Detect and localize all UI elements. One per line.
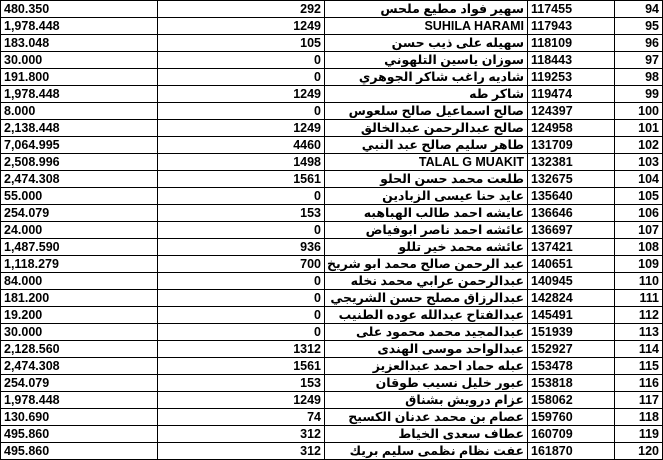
serial-cell: 111 xyxy=(615,290,663,307)
serial-cell: 116 xyxy=(615,375,663,392)
id-cell: 132381 xyxy=(528,154,615,171)
amount-cell: 254.079 xyxy=(1,205,158,222)
table-row xyxy=(1,443,663,460)
count-cell: 0 xyxy=(158,307,325,324)
name-cell: عبد الرحمن صالح محمد ابو شريخ xyxy=(325,256,528,273)
count-cell: 0 xyxy=(158,69,325,86)
name-cell: صالح عبدالرحمن عبدالخالق xyxy=(325,120,528,137)
serial-cell: 112 xyxy=(615,307,663,324)
table-row xyxy=(1,324,663,341)
table-row xyxy=(1,154,663,171)
amount-cell: 2,508.996 xyxy=(1,154,158,171)
amount-cell: 1,118.279 xyxy=(1,256,158,273)
count-cell: 0 xyxy=(158,52,325,69)
name-cell: عايد حنا عيسى الزبادين xyxy=(325,188,528,205)
name-cell: عبدالمجيد محمد محمود على xyxy=(325,324,528,341)
count-cell: 1561 xyxy=(158,171,325,188)
name-cell: عايشه احمد طالب الهباهبه xyxy=(325,205,528,222)
amount-cell: 84.000 xyxy=(1,273,158,290)
count-cell: 74 xyxy=(158,409,325,426)
count-cell: 105 xyxy=(158,35,325,52)
serial-cell: 110 xyxy=(615,273,663,290)
count-cell: 0 xyxy=(158,273,325,290)
id-cell: 140945 xyxy=(528,273,615,290)
amount-cell: 1,978.448 xyxy=(1,392,158,409)
count-cell: 1312 xyxy=(158,341,325,358)
id-cell: 142824 xyxy=(528,290,615,307)
name-cell: عبدالرزاق مصلح حسن الشريجي xyxy=(325,290,528,307)
id-cell: 136697 xyxy=(528,222,615,239)
count-cell: 936 xyxy=(158,239,325,256)
table-row xyxy=(1,86,663,103)
table-row xyxy=(1,103,663,120)
name-cell: عفت نظام نظمى سليم بريك xyxy=(325,443,528,460)
amount-cell: 30.000 xyxy=(1,324,158,341)
id-cell: 118109 xyxy=(528,35,615,52)
amount-cell: 8.000 xyxy=(1,103,158,120)
count-cell: 153 xyxy=(158,375,325,392)
id-cell: 161870 xyxy=(528,443,615,460)
amount-cell: 181.200 xyxy=(1,290,158,307)
amount-cell: 2,474.308 xyxy=(1,171,158,188)
name-cell: TALAL G MUAKIT xyxy=(325,154,528,171)
amount-cell: 480.350 xyxy=(1,1,158,18)
id-cell: 137421 xyxy=(528,239,615,256)
serial-cell: 114 xyxy=(615,341,663,358)
table-row xyxy=(1,188,663,205)
serial-cell: 97 xyxy=(615,52,663,69)
name-cell: عبدالفتاح عبدالله عوده الطنيب xyxy=(325,307,528,324)
table-row xyxy=(1,137,663,154)
serial-cell: 104 xyxy=(615,171,663,188)
amount-cell: 130.690 xyxy=(1,409,158,426)
table-row xyxy=(1,1,663,18)
id-cell: 145491 xyxy=(528,307,615,324)
id-cell: 140651 xyxy=(528,256,615,273)
table-row xyxy=(1,18,663,35)
id-cell: 153818 xyxy=(528,375,615,392)
count-cell: 1498 xyxy=(158,154,325,171)
serial-cell: 100 xyxy=(615,103,663,120)
amount-cell: 495.860 xyxy=(1,426,158,443)
name-cell: سوزان ياسين التلهوني xyxy=(325,52,528,69)
serial-cell: 107 xyxy=(615,222,663,239)
table-row xyxy=(1,409,663,426)
table-row xyxy=(1,307,663,324)
count-cell: 292 xyxy=(158,1,325,18)
table-row xyxy=(1,239,663,256)
id-cell: 124397 xyxy=(528,103,615,120)
serial-cell: 101 xyxy=(615,120,663,137)
count-cell: 1249 xyxy=(158,18,325,35)
name-cell: سهيله على ذيب حسن xyxy=(325,35,528,52)
id-cell: 135640 xyxy=(528,188,615,205)
count-cell: 1249 xyxy=(158,392,325,409)
table-row xyxy=(1,52,663,69)
id-cell: 117943 xyxy=(528,18,615,35)
amount-cell: 1,978.448 xyxy=(1,18,158,35)
name-cell: عبور خليل نسيب طوقان xyxy=(325,375,528,392)
count-cell: 312 xyxy=(158,443,325,460)
id-cell: 151939 xyxy=(528,324,615,341)
serial-cell: 106 xyxy=(615,205,663,222)
serial-cell: 98 xyxy=(615,69,663,86)
amount-cell: 495.860 xyxy=(1,443,158,460)
serial-cell: 117 xyxy=(615,392,663,409)
amount-cell: 1,487.590 xyxy=(1,239,158,256)
id-cell: 160709 xyxy=(528,426,615,443)
serial-cell: 105 xyxy=(615,188,663,205)
serial-cell: 113 xyxy=(615,324,663,341)
count-cell: 1249 xyxy=(158,120,325,137)
id-cell: 136646 xyxy=(528,205,615,222)
amount-cell: 1,978.448 xyxy=(1,86,158,103)
id-cell: 158062 xyxy=(528,392,615,409)
count-cell: 0 xyxy=(158,103,325,120)
id-cell: 152927 xyxy=(528,341,615,358)
name-cell: صالح اسماعيل صالح سلعوس xyxy=(325,103,528,120)
serial-cell: 108 xyxy=(615,239,663,256)
count-cell: 1561 xyxy=(158,358,325,375)
table-body xyxy=(1,1,663,460)
amount-cell: 7,064.995 xyxy=(1,137,158,154)
serial-cell: 102 xyxy=(615,137,663,154)
count-cell: 4460 xyxy=(158,137,325,154)
id-cell: 117455 xyxy=(528,1,615,18)
serial-cell: 118 xyxy=(615,409,663,426)
name-cell: سهير فواد مطيع ملحس xyxy=(325,1,528,18)
count-cell: 0 xyxy=(158,324,325,341)
amount-cell: 2,128.560 xyxy=(1,341,158,358)
id-cell: 132675 xyxy=(528,171,615,188)
name-cell: شاديه راغب شاكر الجوهري xyxy=(325,69,528,86)
table-row xyxy=(1,35,663,52)
table-row xyxy=(1,205,663,222)
name-cell: عطاف سعدى الخياط xyxy=(325,426,528,443)
count-cell: 153 xyxy=(158,205,325,222)
table-row xyxy=(1,358,663,375)
amount-cell: 24.000 xyxy=(1,222,158,239)
serial-cell: 120 xyxy=(615,443,663,460)
serial-cell: 103 xyxy=(615,154,663,171)
serial-cell: 119 xyxy=(615,426,663,443)
count-cell: 1249 xyxy=(158,86,325,103)
table-row xyxy=(1,222,663,239)
name-cell: عبله حماد احمد عبدالعزيز xyxy=(325,358,528,375)
serial-cell: 96 xyxy=(615,35,663,52)
id-cell: 119474 xyxy=(528,86,615,103)
table-row xyxy=(1,171,663,188)
amount-cell: 183.048 xyxy=(1,35,158,52)
table-row xyxy=(1,375,663,392)
amount-cell: 254.079 xyxy=(1,375,158,392)
id-cell: 124958 xyxy=(528,120,615,137)
table-row xyxy=(1,290,663,307)
amount-cell: 2,138.448 xyxy=(1,120,158,137)
count-cell: 0 xyxy=(158,222,325,239)
count-cell: 0 xyxy=(158,188,325,205)
count-cell: 700 xyxy=(158,256,325,273)
serial-cell: 115 xyxy=(615,358,663,375)
name-cell: طاهر سليم صالح عبد النبي xyxy=(325,137,528,154)
amount-cell: 55.000 xyxy=(1,188,158,205)
amount-cell: 2,474.308 xyxy=(1,358,158,375)
table-row xyxy=(1,273,663,290)
amount-cell: 191.800 xyxy=(1,69,158,86)
table-row xyxy=(1,426,663,443)
serial-cell: 94 xyxy=(615,1,663,18)
table-row xyxy=(1,392,663,409)
table-row xyxy=(1,256,663,273)
table-row xyxy=(1,341,663,358)
table-row xyxy=(1,69,663,86)
name-cell: شاكر طه xyxy=(325,86,528,103)
name-cell: عبدالرحمن عرابي محمد نخله xyxy=(325,273,528,290)
name-cell: عائشه محمد خير تللو xyxy=(325,239,528,256)
name-cell: عائشه احمد ناصر ابوفياض xyxy=(325,222,528,239)
name-cell: عزام درويش بشناق xyxy=(325,392,528,409)
amount-cell: 19.200 xyxy=(1,307,158,324)
count-cell: 0 xyxy=(158,290,325,307)
name-cell: عبدالواحد موسى الهندى xyxy=(325,341,528,358)
name-cell: طلعت محمد حسن الحلو xyxy=(325,171,528,188)
id-cell: 118443 xyxy=(528,52,615,69)
amount-cell: 30.000 xyxy=(1,52,158,69)
name-cell: عصام بن محمد عدنان الكسيح xyxy=(325,409,528,426)
name-cell: SUHILA HARAMI xyxy=(325,18,528,35)
serial-cell: 109 xyxy=(615,256,663,273)
id-cell: 119253 xyxy=(528,69,615,86)
serial-cell: 99 xyxy=(615,86,663,103)
id-cell: 159760 xyxy=(528,409,615,426)
count-cell: 312 xyxy=(158,426,325,443)
table-row xyxy=(1,120,663,137)
serial-cell: 95 xyxy=(615,18,663,35)
id-cell: 131709 xyxy=(528,137,615,154)
id-cell: 153478 xyxy=(528,358,615,375)
